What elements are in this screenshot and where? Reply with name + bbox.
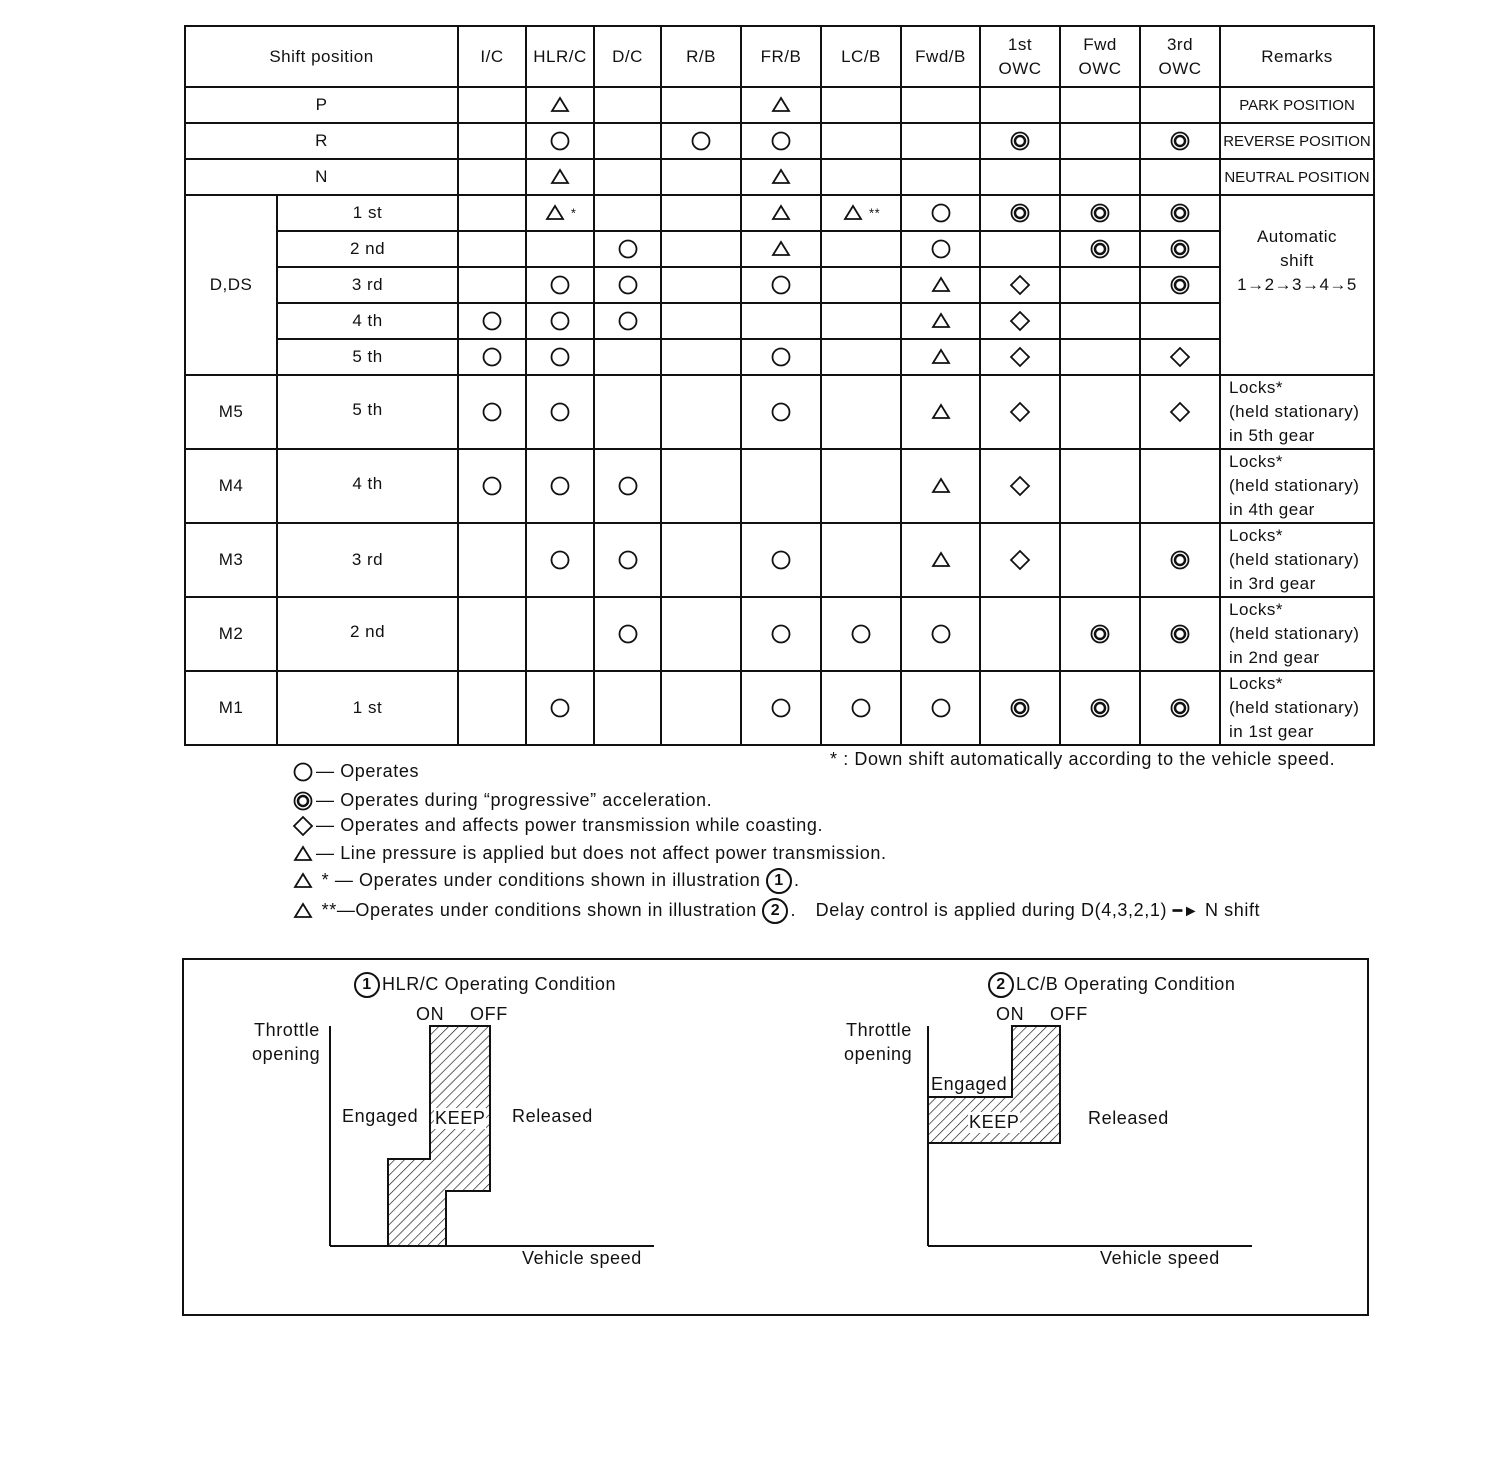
position-d-ds: D,DS [185, 195, 277, 375]
header-frb: FR/B [741, 26, 821, 87]
double-circle-icon [292, 790, 314, 812]
table-row [185, 231, 1374, 267]
remark-locks-3rd: Locks* (held stationary) in 3rd gear [1220, 523, 1374, 597]
double-circle-icon [1169, 130, 1191, 152]
circle-icon [617, 274, 639, 296]
circle-icon [481, 346, 503, 368]
remark-locks-2nd: Locks* (held stationary) in 2nd gear [1220, 597, 1374, 671]
illustration1-title: 1 HLR/C Operating Condition [354, 972, 616, 998]
triangle-icon [930, 310, 952, 332]
header-dc: D/C [594, 26, 661, 87]
header-1st-owc: 1st OWC [980, 26, 1060, 87]
arrow-right-icon: ━► [1172, 902, 1200, 920]
illustration1-ylabel-1: Throttle [254, 1020, 320, 1040]
illustration2-xlabel: Vehicle speed [1100, 1248, 1220, 1268]
illustration2-off-label: OFF [1050, 1004, 1088, 1024]
table-row [185, 449, 1374, 523]
double-circle-icon [1089, 202, 1111, 224]
table-row [185, 339, 1374, 375]
illustration2-title: 2 LC/B Operating Condition [988, 972, 1236, 998]
triangle-icon [770, 94, 792, 116]
gear-label: 4 th [277, 449, 458, 523]
position-m1: M1 [185, 671, 277, 745]
circled-number-1-icon: 1 [354, 972, 380, 998]
diamond-icon [1009, 346, 1031, 368]
double-circle-icon [1089, 623, 1111, 645]
legend-line-pressure: — Line pressure is applied but does not affect power transmission. [292, 843, 887, 865]
double-circle-icon [1169, 238, 1191, 260]
circle-icon [549, 697, 571, 719]
illustration2-on-label: ON [996, 1004, 1025, 1024]
double-circle-icon [1169, 274, 1191, 296]
remark-locks-5th: Locks* (held stationary) in 5th gear [1220, 375, 1374, 449]
remark-park: PARK POSITION [1220, 87, 1374, 123]
circle-icon [549, 346, 571, 368]
double-circle-icon [1169, 623, 1191, 645]
triangle-icon [930, 401, 952, 423]
table-row [185, 523, 1374, 597]
gear-label: 4 th [277, 303, 458, 339]
position-m4: M4 [185, 449, 277, 523]
header-lcb: LC/B [821, 26, 901, 87]
triangle-icon [544, 202, 566, 224]
gear-label: 1 st [277, 671, 458, 745]
header-fwdb: Fwd/B [901, 26, 980, 87]
triangle-icon [842, 202, 864, 224]
header-row [185, 26, 1374, 87]
diamond-icon [292, 815, 314, 837]
legend-coasting: — Operates and affects power transmission while coasting. [292, 815, 823, 837]
illustration2-ylabel-2: opening [844, 1044, 913, 1064]
table-row [185, 87, 1374, 123]
illustration2-graph [922, 1022, 1262, 1252]
circle-icon [770, 623, 792, 645]
circle-icon [850, 697, 872, 719]
position-p: P [185, 87, 458, 123]
table-row [185, 303, 1374, 339]
footnote-downshift: * : Down shift automatically according to the vehicle speed. [830, 749, 1336, 769]
illustration2-engaged-label: Engaged [931, 1074, 1008, 1094]
circle-icon [770, 346, 792, 368]
diamond-icon [1009, 475, 1031, 497]
circle-icon [549, 130, 571, 152]
circle-icon [617, 310, 639, 332]
circle-icon [549, 401, 571, 423]
circle-icon [481, 401, 503, 423]
double-circle-icon [1089, 238, 1111, 260]
circle-icon [930, 697, 952, 719]
circle-icon [770, 697, 792, 719]
triangle-icon [930, 346, 952, 368]
circle-icon [617, 238, 639, 260]
illustration1-engaged-label: Engaged [342, 1106, 419, 1126]
illustration2-released-label: Released [1088, 1108, 1169, 1128]
gear-label: 3 rd [277, 523, 458, 597]
double-circle-icon [1169, 697, 1191, 719]
double-circle-icon [1009, 697, 1031, 719]
triangle-icon [292, 870, 314, 892]
table-row [185, 671, 1374, 745]
triangle-icon [930, 274, 952, 296]
table-row [185, 597, 1374, 671]
circle-icon [770, 401, 792, 423]
remark-locks-1st: Locks* (held stationary) in 1st gear [1220, 671, 1374, 745]
illustration2-ylabel-1: Throttle [846, 1020, 912, 1040]
gear-label: 2 nd [277, 231, 458, 267]
diamond-icon [1169, 346, 1191, 368]
circle-icon [930, 238, 952, 260]
circled-number-2-icon: 2 [988, 972, 1014, 998]
table-row [185, 375, 1374, 449]
gear-label: 5 th [277, 375, 458, 449]
position-m5: M5 [185, 375, 277, 449]
legend-progressive: — Operates during “progressive” acceleration. [292, 790, 712, 812]
diamond-icon [1009, 310, 1031, 332]
double-circle-icon [1089, 697, 1111, 719]
header-3rd-owc: 3rd OWC [1140, 26, 1220, 87]
circle-icon [850, 623, 872, 645]
gear-label: 3 rd [277, 267, 458, 303]
circle-icon [292, 761, 314, 783]
diamond-icon [1009, 401, 1031, 423]
legend-operates: — Operates [292, 761, 419, 783]
illustration2-keep-label: KEEP [969, 1112, 1020, 1132]
circled-number-1-icon: 1 [766, 868, 792, 894]
double-circle-icon [1169, 202, 1191, 224]
circle-icon [617, 475, 639, 497]
legend-condition-1: * — Operates under conditions shown in illustration 1 . [292, 868, 800, 894]
table-row [185, 267, 1374, 303]
triangle-icon [770, 166, 792, 188]
diamond-icon [1169, 401, 1191, 423]
illustration1-xlabel: Vehicle speed [522, 1248, 642, 1268]
position-m2: M2 [185, 597, 277, 671]
table-row [185, 123, 1374, 159]
header-rb: R/B [661, 26, 741, 87]
circle-icon [481, 310, 503, 332]
triangle-icon [930, 549, 952, 571]
gear-label: 2 nd [277, 597, 458, 671]
double-circle-icon [1009, 130, 1031, 152]
triangle-icon [930, 475, 952, 497]
illustration1-graph [324, 1022, 664, 1252]
circle-icon [770, 549, 792, 571]
double-circle-icon [1009, 202, 1031, 224]
illustration-box [182, 958, 1369, 1316]
header-ic: I/C [458, 26, 526, 87]
circle-icon [930, 202, 952, 224]
illustration1-keep-label: KEEP [435, 1108, 486, 1128]
remark-neutral: NEUTRAL POSITION [1220, 159, 1374, 195]
circle-icon [930, 623, 952, 645]
circle-icon [617, 549, 639, 571]
remark-reverse: REVERSE POSITION [1220, 123, 1374, 159]
gear-label: 5 th [277, 339, 458, 375]
table-row: D,DS 1 st * ** Automatic shift 1→2→3→4→5 [185, 195, 1374, 231]
triangle-icon [770, 202, 792, 224]
circled-number-2-icon: 2 [762, 898, 788, 924]
triangle-icon [770, 238, 792, 260]
circle-icon [549, 274, 571, 296]
illustration1-ylabel-2: opening [252, 1044, 321, 1064]
position-r: R [185, 123, 458, 159]
circle-icon [481, 475, 503, 497]
illustration1-on-label: ON [416, 1004, 445, 1024]
legend-condition-2: **—Operates under conditions shown in illustration 2 . Delay control is applied during D(4,3,2,1) ━► N shift [292, 898, 1260, 924]
triangle-icon [292, 843, 314, 865]
circle-icon [770, 274, 792, 296]
diamond-icon [1009, 274, 1031, 296]
triangle-icon [292, 900, 314, 922]
triangle-icon [549, 166, 571, 188]
header-fwd-owc: Fwd OWC [1060, 26, 1140, 87]
double-circle-icon [1169, 549, 1191, 571]
gear-label: 1 st [277, 195, 458, 231]
header-remarks: Remarks [1220, 26, 1374, 87]
circle-icon [770, 130, 792, 152]
header-shift-position: Shift position [185, 26, 458, 87]
position-n: N [185, 159, 458, 195]
circle-icon [690, 130, 712, 152]
illustration1-released-label: Released [512, 1106, 593, 1126]
diamond-icon [1009, 549, 1031, 571]
circle-icon [549, 310, 571, 332]
circle-icon [617, 623, 639, 645]
circle-icon [549, 549, 571, 571]
clutch-operation-table [184, 25, 1375, 746]
header-hlrc: HLR/C [526, 26, 594, 87]
table-row [185, 159, 1374, 195]
triangle-icon [549, 94, 571, 116]
remark-locks-4th: Locks* (held stationary) in 4th gear [1220, 449, 1374, 523]
illustration1-off-label: OFF [470, 1004, 508, 1024]
remark-automatic-shift: Automatic shift 1→2→3→4→5 [1220, 195, 1374, 375]
position-m3: M3 [185, 523, 277, 597]
circle-icon [549, 475, 571, 497]
